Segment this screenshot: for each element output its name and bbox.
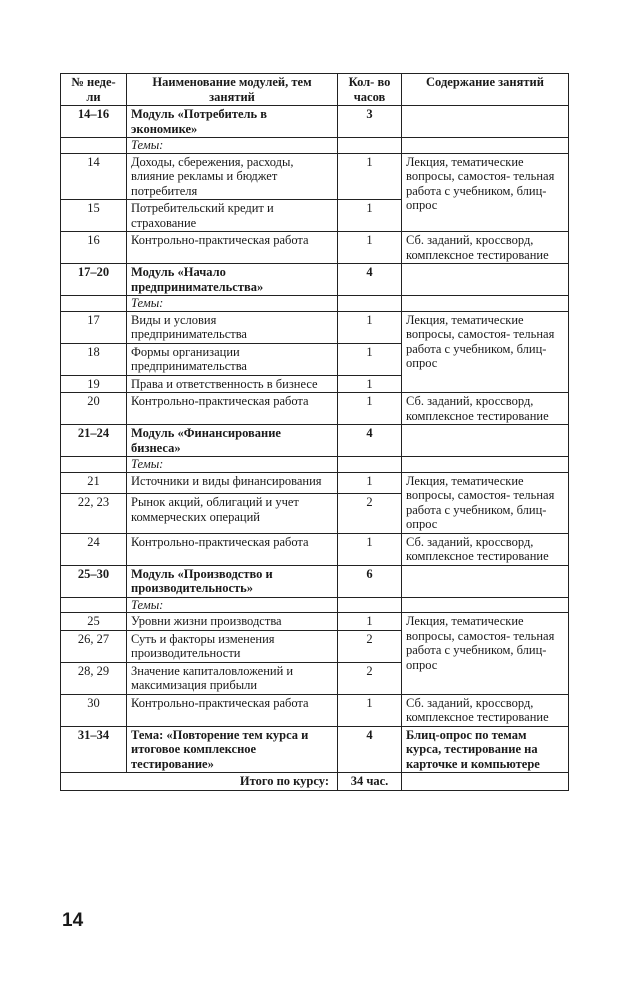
- final-weeks: 31–34: [61, 726, 127, 773]
- topics-row: [61, 457, 569, 473]
- module-title: Модуль «Начало предпринимательства»: [127, 264, 338, 296]
- lesson-name: Потребительский кредит и страхование: [127, 200, 338, 232]
- lesson-name: Уровни жизни производства: [127, 613, 338, 631]
- lesson-hours: 2: [338, 630, 402, 662]
- lesson-name: Виды и условия предпринимательства: [127, 311, 338, 343]
- lesson-content: Лекция, тематические вопросы, самостоя- тельная работа с учебником, блиц- опрос: [402, 153, 569, 232]
- module-title: Модуль «Финансирование бизнеса»: [127, 425, 338, 457]
- week-number: 24: [61, 533, 127, 565]
- module-title: Модуль «Производство и производительность»: [127, 565, 338, 597]
- topics-row: [61, 138, 569, 154]
- lesson-hours: 2: [338, 494, 402, 533]
- topics-label: Темы:: [127, 138, 338, 154]
- lesson-content: Лекция, тематические вопросы, самостоя- тельная работа с учебником, блиц- опрос: [402, 613, 569, 695]
- table-row: [61, 472, 569, 494]
- module-title: Модуль «Потребитель в экономике»: [127, 106, 338, 138]
- final-topic-row: [61, 726, 569, 773]
- lesson-hours: 1: [338, 393, 402, 425]
- lesson-name: Рынок акций, облигаций и учет коммерческих операций: [127, 494, 338, 533]
- module-hours: 3: [338, 106, 402, 138]
- lesson-name: Источники и виды финансирования: [127, 472, 338, 494]
- module-weeks: 17–20: [61, 264, 127, 296]
- lesson-name: Формы организации предпринимательства: [127, 343, 338, 375]
- lesson-name: Значение капиталовложений и максимизация прибыли: [127, 662, 338, 694]
- module-weeks: 14–16: [61, 106, 127, 138]
- module-row: [61, 425, 569, 457]
- week-number: 25: [61, 613, 127, 631]
- topics-row: [61, 597, 569, 613]
- table-row: [61, 533, 569, 565]
- module-weeks: 25–30: [61, 565, 127, 597]
- lesson-name: Контрольно-практическая работа: [127, 393, 338, 425]
- lesson-content: Сб. заданий, кроссворд, комплексное тестирование: [402, 694, 569, 726]
- curriculum-table: [60, 73, 569, 791]
- page-number: 14: [62, 910, 84, 931]
- lesson-content: Сб. заданий, кроссворд, комплексное тестирование: [402, 533, 569, 565]
- lesson-hours: 1: [338, 311, 402, 343]
- lesson-hours: 1: [338, 232, 402, 264]
- final-hours: 4: [338, 726, 402, 773]
- week-number: 30: [61, 694, 127, 726]
- week-number: 16: [61, 232, 127, 264]
- final-content: Блиц-опрос по темам курса, тестирование на карточке и компьютере: [402, 726, 569, 773]
- table-row: [61, 694, 569, 726]
- lesson-name: Контрольно-практическая работа: [127, 694, 338, 726]
- week-number: 17: [61, 311, 127, 343]
- lesson-hours: 1: [338, 343, 402, 375]
- header-week-number: № неде- ли: [61, 74, 127, 106]
- table-row: [61, 153, 569, 200]
- week-number: 28, 29: [61, 662, 127, 694]
- module-row: [61, 565, 569, 597]
- topics-label: Темы:: [127, 457, 338, 473]
- total-label: Итого по курсу:: [61, 773, 338, 791]
- lesson-name: Контрольно-практическая работа: [127, 232, 338, 264]
- lesson-hours: 1: [338, 375, 402, 393]
- module-hours: 4: [338, 264, 402, 296]
- week-number: 22, 23: [61, 494, 127, 533]
- lesson-name: Доходы, сбережения, расходы, влияние рекламы и бюджет потребителя: [127, 153, 338, 200]
- lesson-hours: 1: [338, 200, 402, 232]
- module-row: [61, 106, 569, 138]
- total-row: [61, 773, 569, 791]
- lesson-hours: 1: [338, 694, 402, 726]
- table-row: [61, 613, 569, 631]
- header-content: Содержание занятий: [402, 74, 569, 106]
- week-number: 21: [61, 472, 127, 494]
- table-row: [61, 311, 569, 343]
- module-weeks: 21–24: [61, 425, 127, 457]
- week-number: 18: [61, 343, 127, 375]
- lesson-name: Права и ответственность в бизнесе: [127, 375, 338, 393]
- week-number: 14: [61, 153, 127, 200]
- week-number: 19: [61, 375, 127, 393]
- week-number: 15: [61, 200, 127, 232]
- header-module-name: Наименование модулей, тем занятий: [127, 74, 338, 106]
- lesson-hours: 1: [338, 533, 402, 565]
- lesson-content: Сб. заданий, кроссворд, комплексное тестирование: [402, 393, 569, 425]
- week-number: 20: [61, 393, 127, 425]
- lesson-name: Суть и факторы изменения производительности: [127, 630, 338, 662]
- header-hours: Кол- во часов: [338, 74, 402, 106]
- table-row: [61, 393, 569, 425]
- topics-row: [61, 296, 569, 312]
- table-header-row: [61, 74, 569, 106]
- module-row: [61, 264, 569, 296]
- topics-label: Темы:: [127, 296, 338, 312]
- lesson-hours: 1: [338, 472, 402, 494]
- lesson-hours: 1: [338, 613, 402, 631]
- lesson-content: Лекция, тематические вопросы, самостоя- тельная работа с учебником, блиц- опрос: [402, 311, 569, 393]
- lesson-hours: 2: [338, 662, 402, 694]
- week-number: 26, 27: [61, 630, 127, 662]
- lesson-hours: 1: [338, 153, 402, 200]
- module-hours: 6: [338, 565, 402, 597]
- topics-label: Темы:: [127, 597, 338, 613]
- lesson-content: Сб. заданий, кроссворд, комплексное тестирование: [402, 232, 569, 264]
- table-row: [61, 232, 569, 264]
- final-title: Тема: «Повторение тем курса и итоговое комплексное тестирование»: [127, 726, 338, 773]
- lesson-content: Лекция, тематические вопросы, самостоя- тельная работа с учебником, блиц- опрос: [402, 472, 569, 533]
- lesson-name: Контрольно-практическая работа: [127, 533, 338, 565]
- total-hours: 34 час.: [338, 773, 402, 791]
- module-hours: 4: [338, 425, 402, 457]
